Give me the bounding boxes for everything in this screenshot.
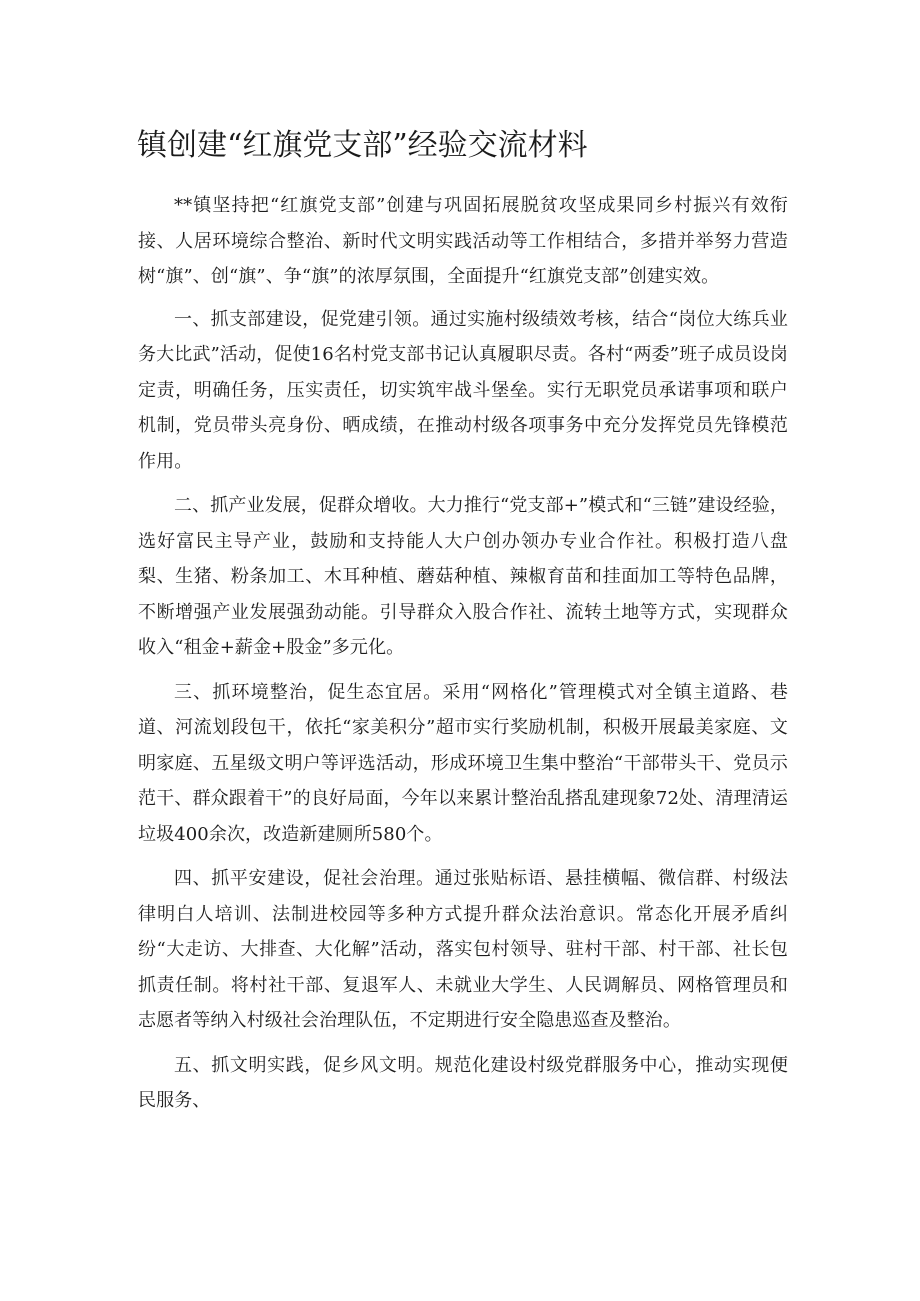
paragraph-industry-development: 二、抓产业发展，促群众增收。大力推行“党支部+”模式和“三链”建设经验，选好富民主导产业，鼓励和支持能人大户创办领办专业合作社。积极打造八盘梨、生猪、粉条加工、木耳种植、蘑菇种植、辣椒育苗和挂面加工等特色品牌，不断增强产业发展强劲动能。引导群众入股合作社、流转土地等方式，实现群众收入“租金+薪金+股金”多元化。 bbox=[138, 495, 788, 658]
document-title: 镇创建“红旗党支部”经验交流材料 bbox=[137, 128, 588, 163]
paragraph-safety-governance: 四、抓平安建设，促社会治理。通过张贴标语、悬挂横幅、微信群、村级法律明白人培训、法制进校园等多种方式提升群众法治意识。常态化开展矛盾纠纷“大走访、大排查、大化解”活动，落实包村领导、驻村干部、村干部、社长包抓责任制。将村社干部、复退军人、未就业大学生、人民调解员、网格管理员和志愿者等纳入村级社会治理队伍，不定期进行安全隐患巡查及整治。 bbox=[138, 868, 788, 1031]
paragraph-civilization-practice: 五、抓文明实践，促乡风文明。规范化建设村级党群服务中心，推动实现便民服务、 bbox=[138, 1054, 788, 1111]
paragraph-intro: **镇坚持把“红旗党支部”创建与巩固拓展脱贫攻坚成果同乡村振兴有效衔接、人居环境综合整治、新时代文明实践活动等工作相结合，多措并举努力营造树“旗”、创“旗”、争“旗”的浓厚氛围，全面提升“红旗党支部”创建实效。 bbox=[138, 195, 788, 287]
paragraph-branch-building: 一、抓支部建设，促党建引领。通过实施村级绩效考核，结合“岗位大练兵业务大比武”活动，促使16名村党支部书记认真履职尽责。各村“两委”班子成员设岗定责，明确任务，压实责任，切实筑牢战斗堡垒。实行无职党员承诺事项和联户机制，党员带头亮身份、晒成绩，在推动村级各项事务中充分发挥党员先锋模范作用。 bbox=[138, 308, 788, 472]
paragraph-environment-improvement: 三、抓环境整治，促生态宜居。采用“网格化”管理模式对全镇主道路、巷道、河流划段包干，依托“家美积分”超市实行奖励机制，积极开展最美家庭、文明家庭、五星级文明户等评选活动，形成环境卫生集中整治“干部带头干、党员示范干、群众跟着干”的良好局面，今年以来累计整治乱搭乱建现象72处、清理清运垃圾400余次，改造新建厕所580个。 bbox=[138, 681, 788, 845]
document-body bbox=[138, 188, 788, 1121]
